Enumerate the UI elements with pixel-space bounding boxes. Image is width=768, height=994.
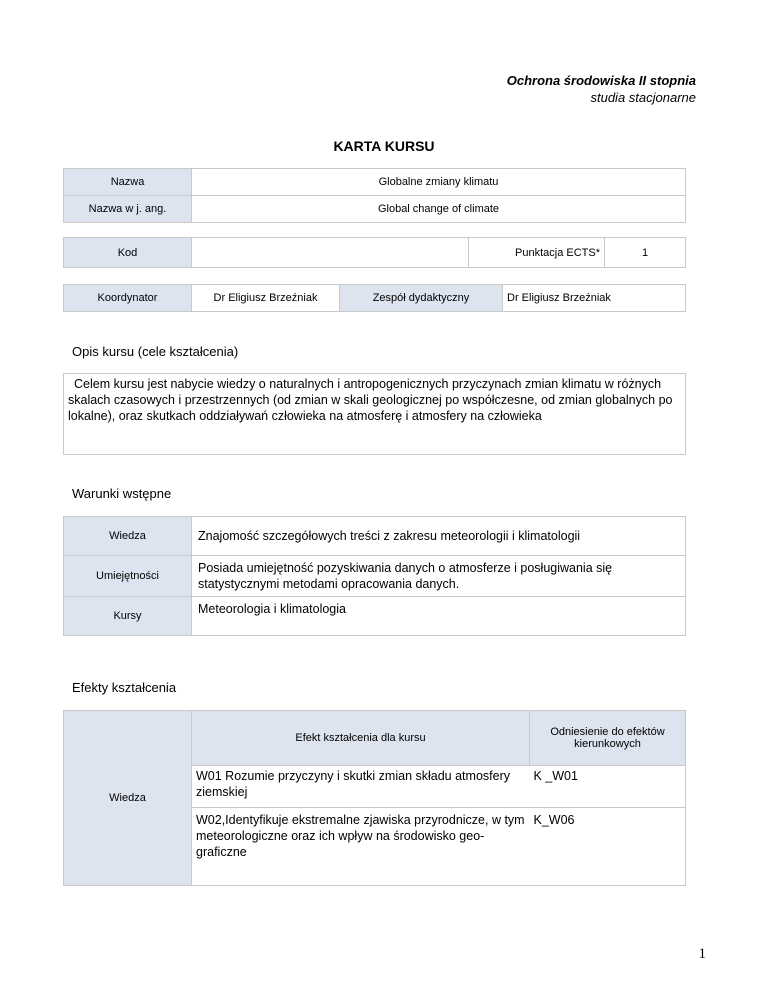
ref-w02: K_W06 — [530, 808, 686, 886]
prereq-label-skills: Umiejętności — [64, 556, 192, 597]
description-heading: Opis kursu (cele kształcenia) — [72, 344, 239, 359]
program-name: Ochrona środowiska II stopnia — [506, 73, 696, 88]
coordinator-table — [63, 284, 686, 312]
effect-w02: W02,Identyfikuje ekstremalne zjawiska przyrodnicze, w tym meteorologiczne oraz ich wpływ na środowisko geo-graficzne — [192, 808, 530, 886]
name-value: Globalne zmiany klimatu — [192, 169, 686, 196]
description-text: Celem kursu jest nabycie wiedzy o naturalnych i antropogenicznych przyczynach zmian klimatu w różnych skalach czasowych i przestrzennych (od zmian w skali geologicznej po współczesne, od zmian globalnych po lokalne), oraz skutkach oddziaływań człowieka na atmosferę i atmosfery na człowieka — [68, 377, 673, 423]
name-label: Nazwa — [64, 169, 192, 196]
prereq-value-skills: Posiada umiejętność pozyskiwania danych o atmosferze i posługiwania się statystycznymi metodami opracowania danych. — [192, 556, 686, 597]
prereq-value-courses: Meteorologia i klimatologia — [192, 597, 686, 636]
page-title: KARTA KURSU — [333, 138, 435, 154]
prereq-label-courses: Kursy — [64, 597, 192, 636]
outcomes-category: Wiedza — [64, 711, 192, 886]
study-mode: studia stacjonarne — [590, 90, 696, 105]
name-en-label: Nazwa w j. ang. — [64, 196, 192, 223]
coordinator-value: Dr Eligiusz Brzeźniak — [192, 285, 340, 312]
kod-label: Kod — [64, 238, 192, 268]
prereq-value-knowledge: Znajomość szczegółowych treści z zakresu meteorologii i klimatologii — [192, 517, 686, 556]
prereq-table — [63, 516, 686, 636]
prereq-label-knowledge: Wiedza — [64, 517, 192, 556]
code-table — [63, 237, 686, 268]
coordinator-label: Koordynator — [64, 285, 192, 312]
effect-w01: W01 Rozumie przyczyny i skutki zmian składu atmosfery ziemskiej — [192, 766, 530, 808]
ref-w01: K _W01 — [530, 766, 686, 808]
kod-value — [192, 238, 469, 268]
outcomes-heading: Efekty kształcenia — [72, 680, 177, 695]
team-label: Zespół dydaktyczny — [340, 285, 503, 312]
col-effect-header: Efekt kształcenia dla kursu — [192, 711, 530, 766]
description-box — [63, 373, 686, 455]
team-value: Dr Eligiusz Brzeźniak — [503, 285, 686, 312]
ects-value: 1 — [605, 238, 686, 268]
name-en-value: Global change of climate — [192, 196, 686, 223]
col-ref-header: Odniesienie do efektów kierunkowych — [530, 711, 686, 766]
prereq-heading: Warunki wstępne — [72, 486, 172, 501]
outcomes-table — [63, 710, 686, 886]
page-number: 1 — [698, 946, 706, 962]
name-table — [63, 168, 686, 223]
ects-label: Punktacja ECTS* — [469, 238, 605, 268]
